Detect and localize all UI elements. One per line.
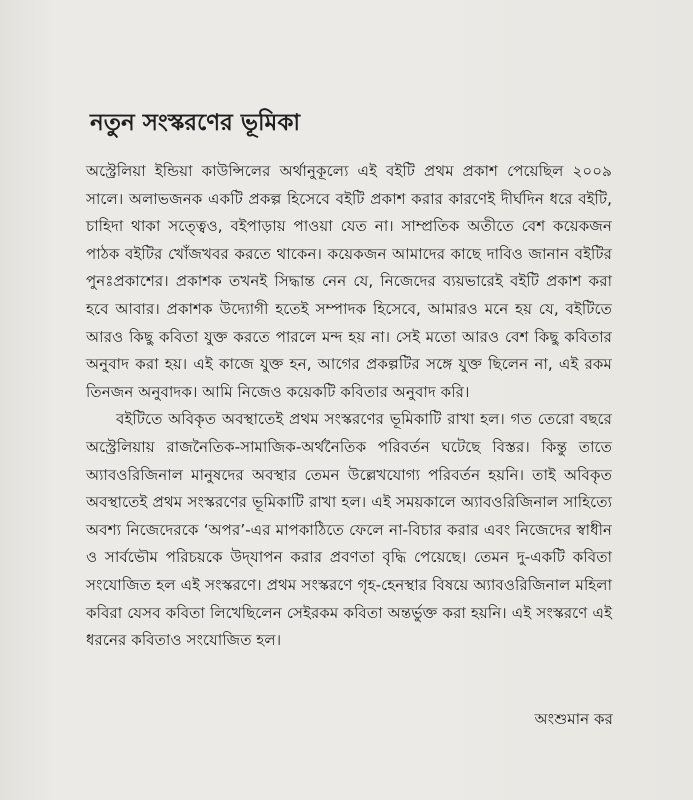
preface-body bbox=[86, 158, 612, 655]
paragraph-1: অস্ট্রেলিয়া ইন্ডিয়া কাউন্সিলের অর্থানুকূল্যে এই বইটি প্রথম প্রকাশ পেয়েছিল ২০০৯ সালে। অলাভজনক একটি প্রকল্প হিসেবে বইটি প্রকাশ করার কারণেই দীর্ঘদিন ধরে বইটি, চাহিদা থাকা সত্ত্বেও, বইপাড়ায় পাওয়া যেত না। সাম্প্রতিক অতীতে বেশ কয়েকজন পাঠক বইটির খোঁজখবর করতে থাকেন। কয়েকজন আমাদের কাছে দাবিও জানান বইটির পুনঃপ্রকাশের। প্রকাশক তখনই সিদ্ধান্ত নেন যে, নিজেদের ব্যয়ভারেই বইটি প্রকাশ করা হবে আবার। প্রকাশক উদ্যোগী হতেই সম্পাদক হিসেবে, আমারও মনে হয় যে, বইটিতে আরও কিছু কবিতা যুক্ত করতে পারলে মন্দ হয় না। সেই মতো আরও বেশ কিছু কবিতার অনুবাদ করা হয়। এই কাজে যুক্ত হন, আগের প্রকল্পটির সঙ্গে যুক্ত ছিলেন না, এই রকম তিনজন অনুবাদক। আমি নিজেও কয়েকটি কবিতার অনুবাদ করি। bbox=[86, 162, 612, 401]
paragraph-2: বইটিতে অবিকৃত অবস্থাতেই প্রথম সংস্করণের ভূমিকাটি রাখা হল। গত তেরো বছরে অস্ট্রেলিয়ায় রাজনৈতিক-সামাজিক-অর্থনৈতিক পরিবর্তন ঘটেছে বিস্তর। কিন্তু তাতে অ্যাবওরিজিনাল মানুষদের অবস্থার তেমন উল্লেখযোগ্য পরিবর্তন হয়নি। তাই অবিকৃত অবস্থাতেই প্রথম সংস্করণের ভূমিকাটি রাখা হল। এই সময়কালে অ্যাবওরিজিনাল সাহিত্যে অবশ্য নিজেদেরকে ‘অপর’-এর মাপকাঠিতে ফেলে না-বিচার করার এবং নিজেদের স্বাধীন ও সার্বভৌম পরিচয়কে উদ্‌যাপন করার প্রবণতা বৃদ্ধি পেয়েছে। তেমন দু-একটি কবিতা সংযোজিত হল এই সংস্করণে। প্রথম সংস্করণে গৃহ-হেনস্থার বিষয়ে অ্যাবওরিজিনাল মহিলা কবিরা যেসব কবিতা লিখেছিলেন সেইরকম কবিতা অন্তর্ভুক্ত করা হয়নি। এই সংস্করণে এই ধরনের কবিতাও সংযোজিত হল। bbox=[86, 410, 612, 650]
page-title: নতুন সংস্করণের ভূমিকা bbox=[90, 110, 301, 136]
author-signature: অংশুমান কর bbox=[534, 710, 613, 728]
